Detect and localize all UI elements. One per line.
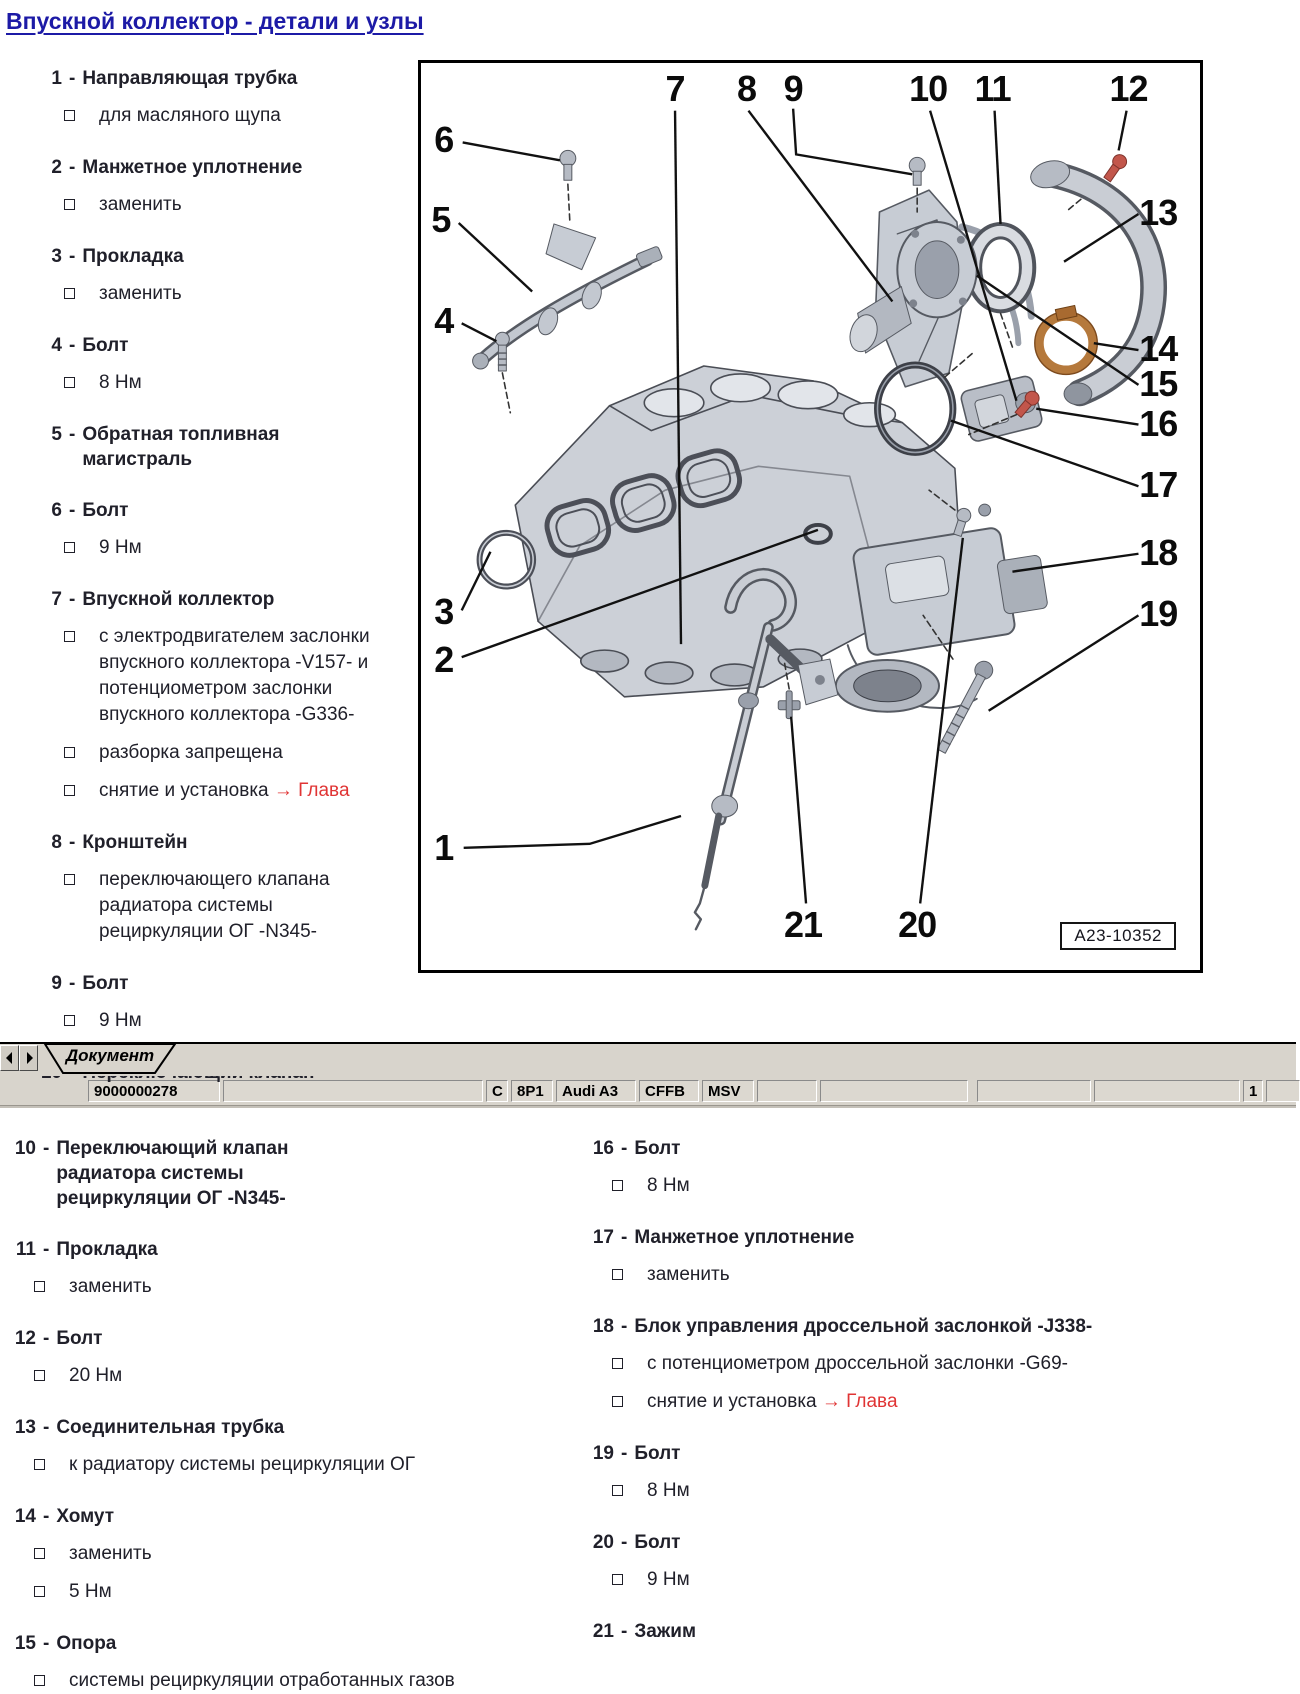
- part-note-text: 9 Нм: [99, 537, 142, 558]
- part-note: [30, 867, 422, 945]
- part-note: [30, 370, 422, 396]
- square-bullet-icon: [64, 288, 75, 299]
- status-cell-msv: MSV: [702, 1080, 754, 1102]
- square-bullet-icon: [34, 1586, 45, 1597]
- part-item-3: [30, 244, 422, 269]
- part-note: [582, 1351, 1282, 1377]
- part-note-text: заменить: [69, 1543, 152, 1564]
- leader-line-10: [930, 111, 1016, 401]
- part-number: 6: [51, 500, 62, 521]
- square-bullet-icon: [612, 1180, 623, 1191]
- part-title: Болт: [634, 1443, 681, 1464]
- callout-number-21: 21: [784, 904, 823, 946]
- part-note-text: 9 Нм: [647, 1569, 690, 1590]
- part-title: Зажим: [634, 1621, 697, 1642]
- chapter-link[interactable]: → Глава: [821, 1391, 898, 1412]
- scroll-tabs-left-button[interactable]: [0, 1045, 19, 1071]
- part-number: 13: [14, 1417, 36, 1438]
- part-title: Болт: [56, 1328, 103, 1349]
- part-number: 14: [14, 1506, 36, 1527]
- status-cell-audi-a3: Audi A3: [556, 1080, 636, 1102]
- part-note-text: заменить: [99, 283, 182, 304]
- leader-line-21: [791, 717, 806, 904]
- part-note-text: 8 Нм: [99, 372, 142, 393]
- part-note-text: снятие и установка → Глава: [647, 1391, 898, 1412]
- part-item-16: [582, 1136, 1282, 1161]
- status-cell-1: 1: [1243, 1080, 1263, 1102]
- square-bullet-icon: [34, 1281, 45, 1292]
- leader-line-8: [748, 111, 892, 302]
- part-item-8: [30, 830, 422, 855]
- square-bullet-icon: [64, 785, 75, 796]
- callout-number-8: 8: [736, 67, 756, 109]
- square-bullet-icon: [612, 1574, 623, 1585]
- leader-line-19: [989, 615, 1139, 710]
- dash: -: [621, 1138, 628, 1159]
- callout-number-14: 14: [1139, 328, 1178, 370]
- part-item-15: [4, 1631, 560, 1656]
- callout-number-20: 20: [898, 904, 937, 946]
- part-note-text: к радиатору системы рециркуляции ОГ: [69, 1454, 416, 1475]
- square-bullet-icon: [64, 542, 75, 553]
- part-number: 7: [51, 589, 62, 610]
- arrow-left-icon: [6, 1052, 12, 1064]
- square-bullet-icon: [34, 1370, 45, 1381]
- dash: -: [69, 246, 76, 267]
- chapter-link[interactable]: → Глава: [273, 780, 350, 801]
- square-bullet-icon: [64, 874, 75, 885]
- dash: -: [621, 1316, 628, 1337]
- part-note: [30, 192, 422, 218]
- part-item-19: [582, 1441, 1282, 1466]
- leader-line-17: [951, 421, 1139, 487]
- dash: -: [69, 68, 76, 89]
- leader-line-3: [462, 552, 491, 611]
- part-note: [30, 103, 422, 129]
- part-note-text: 9 Нм: [99, 1010, 142, 1031]
- status-cell-9000000278: 9000000278: [88, 1080, 220, 1102]
- part-note-text: 20 Нм: [69, 1365, 123, 1386]
- part-title: Болт: [82, 335, 129, 356]
- dash: -: [43, 1417, 50, 1438]
- square-bullet-icon: [64, 199, 75, 210]
- part-item-13: [4, 1415, 560, 1440]
- part-item-21: [582, 1619, 1282, 1644]
- part-title: Переключающий клапан радиатора системы рециркуляции ОГ -N345-: [56, 1138, 289, 1209]
- part-number: 20: [592, 1532, 614, 1553]
- part-note: [4, 1579, 560, 1605]
- callout-number-19: 19: [1139, 593, 1178, 635]
- callout-leader-lines: [421, 63, 1200, 970]
- leader-line-6: [463, 142, 560, 160]
- part-item-1: [30, 66, 422, 91]
- status-cell-empty: [977, 1080, 1091, 1102]
- part-note-text: 8 Нм: [647, 1175, 690, 1196]
- status-cell-empty: [1266, 1080, 1300, 1102]
- callout-number-10: 10: [909, 67, 948, 109]
- diagram-frame: [418, 60, 1203, 973]
- part-note: [582, 1478, 1282, 1504]
- leader-line-5: [459, 223, 532, 292]
- tab-document-label: Документ: [65, 1046, 155, 1065]
- part-number: 4: [51, 335, 62, 356]
- leader-line-18: [1012, 554, 1138, 572]
- dash: -: [69, 973, 76, 994]
- part-title: Соединительная трубка: [56, 1417, 285, 1438]
- part-item-18: [582, 1314, 1282, 1339]
- callout-number-16: 16: [1139, 402, 1178, 444]
- part-number: 18: [592, 1316, 614, 1337]
- part-note-text: с потенциометром дроссельной заслонки -G69-: [647, 1353, 1069, 1374]
- part-note: [30, 740, 422, 766]
- part-item-11: [4, 1237, 560, 1262]
- callout-number-2: 2: [434, 639, 454, 681]
- part-note: [582, 1173, 1282, 1199]
- part-number: 12: [14, 1328, 36, 1349]
- part-number: 11: [15, 1239, 36, 1260]
- dash: -: [69, 832, 76, 853]
- part-item-9: [30, 971, 422, 996]
- part-number: 15: [14, 1633, 36, 1654]
- square-bullet-icon: [612, 1358, 623, 1369]
- square-bullet-icon: [612, 1396, 623, 1407]
- status-cell-empty: [1094, 1080, 1240, 1102]
- part-title: Направляющая трубка: [82, 68, 298, 89]
- part-title: Блок управления дроссельной заслонкой -J338-: [634, 1316, 1093, 1337]
- part-item-10: [4, 1136, 560, 1211]
- callout-number-7: 7: [665, 67, 685, 109]
- leader-line-15: [977, 276, 1139, 385]
- leader-line-7: [675, 111, 681, 644]
- part-note-text: 5 Нм: [69, 1581, 112, 1602]
- callout-number-3: 3: [434, 591, 454, 633]
- dash: -: [69, 335, 76, 356]
- tab-document[interactable]: [44, 1044, 176, 1074]
- part-number: 10: [14, 1138, 36, 1159]
- bottom-parts-list-left: [4, 1110, 560, 1694]
- part-note: [4, 1274, 560, 1300]
- square-bullet-icon: [612, 1269, 623, 1280]
- part-title: Хомут: [56, 1506, 115, 1527]
- leader-line-1: [464, 816, 681, 848]
- callout-number-9: 9: [783, 67, 803, 109]
- status-cell-c: C: [486, 1080, 508, 1102]
- part-note: [582, 1567, 1282, 1593]
- part-title: Впускной коллектор: [82, 589, 275, 610]
- part-title: Болт: [82, 500, 129, 521]
- part-title: Кронштейн: [82, 832, 188, 853]
- part-item-5: [30, 422, 422, 472]
- leader-line-14: [1094, 343, 1139, 350]
- part-item-2: [30, 155, 422, 180]
- part-note: [30, 624, 422, 728]
- part-item-14: [4, 1504, 560, 1529]
- dash: -: [621, 1443, 628, 1464]
- part-item-7: [30, 587, 422, 612]
- callout-number-15: 15: [1139, 362, 1178, 404]
- part-title: Болт: [634, 1532, 681, 1553]
- leader-line-12: [1119, 111, 1127, 151]
- part-note-text: заменить: [99, 194, 182, 215]
- part-note: [582, 1389, 1282, 1415]
- part-title: Болт: [634, 1138, 681, 1159]
- part-note: [4, 1541, 560, 1567]
- part-number: 8: [51, 832, 62, 853]
- square-bullet-icon: [34, 1675, 45, 1686]
- part-note-text: с электродвигателем заслонки впускного коллектора -V157- и потенциометром заслонки впускного коллектора -G336-: [99, 626, 370, 725]
- arrow-right-icon: [27, 1052, 33, 1064]
- dash: -: [69, 500, 76, 521]
- part-item-6: [30, 498, 422, 523]
- dash: -: [621, 1227, 628, 1248]
- part-note: [4, 1452, 560, 1478]
- part-title: Манжетное уплотнение: [634, 1227, 855, 1248]
- part-number: 19: [592, 1443, 614, 1464]
- part-number: 1: [51, 68, 62, 89]
- part-note: [30, 1008, 422, 1034]
- part-number: 2: [51, 157, 62, 178]
- part-note-text: системы рециркуляции отработанных газов: [69, 1670, 455, 1691]
- part-note-text: разборка запрещена: [99, 742, 283, 763]
- leader-line-13: [1064, 214, 1138, 262]
- dash: -: [43, 1239, 50, 1260]
- part-item-20: [582, 1530, 1282, 1555]
- part-note: [4, 1363, 560, 1389]
- part-note-text: 8 Нм: [647, 1480, 690, 1501]
- callout-number-4: 4: [434, 300, 454, 342]
- callout-number-11: 11: [974, 67, 1011, 109]
- part-note: [30, 281, 422, 307]
- sheet-tab-bar: [0, 1042, 1296, 1076]
- dash: -: [43, 1633, 50, 1654]
- dash: -: [43, 1328, 50, 1349]
- dash: -: [621, 1621, 628, 1642]
- callout-number-13: 13: [1139, 192, 1178, 233]
- part-note-text: снятие и установка → Глава: [99, 780, 350, 801]
- square-bullet-icon: [64, 631, 75, 642]
- part-note-text: заменить: [69, 1276, 152, 1297]
- square-bullet-icon: [64, 377, 75, 388]
- leader-line-11: [995, 111, 1001, 224]
- leader-line-20: [920, 538, 963, 904]
- leader-line-16: [1036, 409, 1138, 425]
- part-note: [4, 1668, 560, 1694]
- square-bullet-icon: [64, 1015, 75, 1026]
- leader-line-9: [793, 109, 912, 175]
- status-cell-empty: [820, 1080, 968, 1102]
- page-title: Впускной коллектор - детали и узлы: [6, 8, 424, 34]
- part-item-12: [4, 1326, 560, 1351]
- top-parts-list: [30, 40, 422, 1085]
- part-item-17: [582, 1225, 1282, 1250]
- callout-number-17: 17: [1139, 464, 1178, 506]
- dash: -: [69, 589, 76, 610]
- callout-number-5: 5: [431, 198, 451, 240]
- leader-line-2: [462, 530, 818, 657]
- dash: -: [69, 424, 76, 445]
- scroll-tabs-right-button[interactable]: [19, 1045, 38, 1071]
- callout-number-6: 6: [434, 119, 454, 161]
- part-number: 3: [51, 246, 62, 267]
- part-note: [30, 535, 422, 561]
- part-title: Опора: [56, 1633, 117, 1654]
- square-bullet-icon: [34, 1459, 45, 1470]
- status-cell-empty: [757, 1080, 817, 1102]
- part-note-text: переключающего клапана радиатора системы рециркуляции ОГ -N345-: [99, 869, 330, 942]
- part-note-text: для масляного щупа: [99, 105, 281, 126]
- part-title: Прокладка: [82, 246, 184, 267]
- part-item-4: [30, 333, 422, 358]
- square-bullet-icon: [612, 1485, 623, 1496]
- part-note-text: заменить: [647, 1264, 730, 1285]
- part-note: [30, 778, 422, 804]
- part-note: [582, 1262, 1282, 1288]
- diagram-code-label: A23-10352: [1060, 922, 1176, 950]
- callout-number-12: 12: [1109, 67, 1148, 109]
- part-number: 5: [51, 424, 62, 445]
- status-cell-cffb: CFFB: [639, 1080, 699, 1102]
- dash: -: [43, 1138, 50, 1159]
- status-cell-8p1: 8P1: [511, 1080, 553, 1102]
- part-title: Обратная топливная магистраль: [82, 424, 280, 470]
- callout-number-1: 1: [434, 826, 454, 868]
- square-bullet-icon: [64, 110, 75, 121]
- square-bullet-icon: [64, 747, 75, 758]
- square-bullet-icon: [34, 1548, 45, 1559]
- part-number: 16: [592, 1138, 614, 1159]
- part-title: Прокладка: [56, 1239, 158, 1260]
- part-number: 21: [592, 1621, 614, 1642]
- leader-line-4: [462, 323, 497, 341]
- part-title: Болт: [82, 973, 129, 994]
- dash: -: [69, 157, 76, 178]
- part-number: 9: [51, 973, 62, 994]
- part-title: Манжетное уплотнение: [82, 157, 303, 178]
- dash: -: [621, 1532, 628, 1553]
- callout-number-18: 18: [1139, 531, 1178, 573]
- dash: -: [43, 1506, 50, 1527]
- document-pane-bottom: [0, 1106, 1296, 1691]
- part-number: 17: [592, 1227, 614, 1248]
- bottom-parts-list-right: [582, 1110, 1282, 1644]
